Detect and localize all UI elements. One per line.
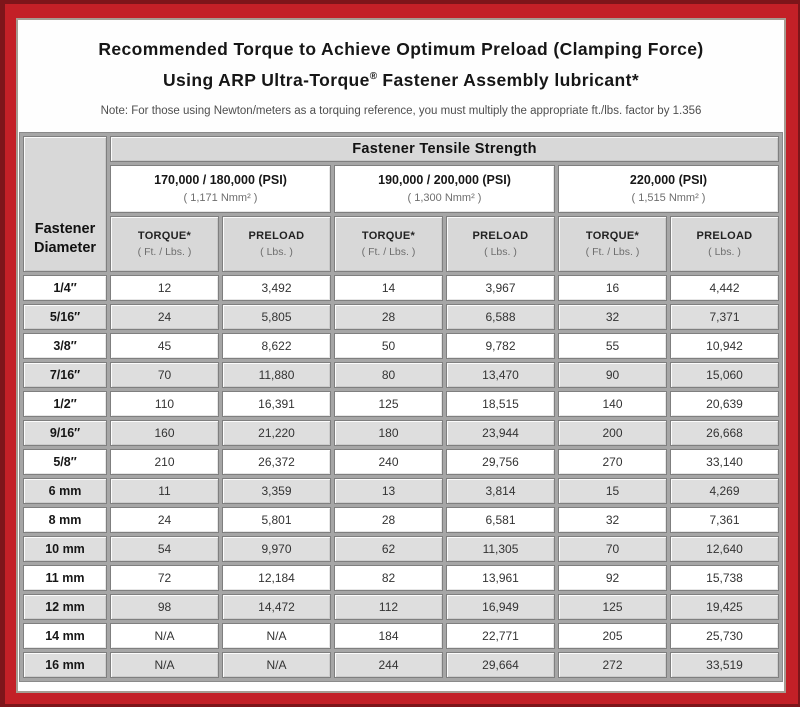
- torque-value-cell: 184: [334, 623, 443, 649]
- fastener-diameter-cell: 11 mm: [23, 565, 107, 591]
- torque-units: ( Ft. / Lbs. ): [585, 245, 640, 258]
- torque-value-cell: 72: [110, 565, 219, 591]
- preload-label: PRELOAD: [696, 229, 753, 242]
- fastener-diameter-header-line2: Diameter: [33, 239, 97, 256]
- title-line-2: Using ARP Ultra-Torque® Fastener Assembly lubricant*: [162, 69, 640, 90]
- torque-value-cell: 24: [110, 507, 219, 533]
- preload-label: PRELOAD: [472, 229, 529, 242]
- preload-value-cell: 26,372: [222, 449, 331, 475]
- fastener-diameter-cell: 6 mm: [23, 478, 107, 504]
- preload-value-cell: 12,184: [222, 565, 331, 591]
- preload-value-cell: 21,220: [222, 420, 331, 446]
- preload-value-cell: 29,664: [446, 652, 555, 678]
- torque-value-cell: 92: [558, 565, 667, 591]
- torque-value-cell: 270: [558, 449, 667, 475]
- preload-value-cell: 7,371: [670, 304, 779, 330]
- preload-value-cell: N/A: [222, 652, 331, 678]
- preload-value-cell: 9,782: [446, 333, 555, 359]
- torque-value-cell: 200: [558, 420, 667, 446]
- fastener-diameter-cell: 3/8″: [23, 333, 107, 359]
- torque-column-header: [110, 216, 219, 272]
- psi-rating: 220,000 (PSI): [629, 173, 708, 188]
- psi-rating: 170,000 / 180,000 (PSI): [154, 173, 287, 188]
- psi-group-header-1: [110, 165, 331, 213]
- torque-value-cell: 11: [110, 478, 219, 504]
- torque-table: [19, 132, 783, 682]
- torque-value-cell: 16: [558, 275, 667, 301]
- torque-value-cell: 98: [110, 594, 219, 620]
- torque-label: TORQUE*: [137, 229, 192, 242]
- preload-value-cell: 4,269: [670, 478, 779, 504]
- preload-value-cell: 14,472: [222, 594, 331, 620]
- torque-value-cell: 54: [110, 536, 219, 562]
- torque-value-cell: 12: [110, 275, 219, 301]
- torque-value-cell: 15: [558, 478, 667, 504]
- registered-trademark-symbol: ®: [369, 71, 378, 82]
- torque-value-cell: 24: [110, 304, 219, 330]
- preload-value-cell: 33,519: [670, 652, 779, 678]
- preload-value-cell: 33,140: [670, 449, 779, 475]
- torque-value-cell: 13: [334, 478, 443, 504]
- red-border-frame: [5, 4, 798, 704]
- preload-value-cell: 25,730: [670, 623, 779, 649]
- note-text: Note: For those using Newton/meters as a torquing reference, you must multiply the appropriate ft./lbs. factor by 1.356: [100, 104, 702, 117]
- preload-value-cell: 15,060: [670, 362, 779, 388]
- fastener-diameter-cell: 10 mm: [23, 536, 107, 562]
- torque-value-cell: 55: [558, 333, 667, 359]
- fastener-diameter-cell: 16 mm: [23, 652, 107, 678]
- preload-value-cell: 3,814: [446, 478, 555, 504]
- preload-value-cell: 10,942: [670, 333, 779, 359]
- preload-value-cell: 3,492: [222, 275, 331, 301]
- torque-label: TORQUE*: [585, 229, 640, 242]
- preload-value-cell: 13,470: [446, 362, 555, 388]
- torque-value-cell: 110: [110, 391, 219, 417]
- torque-value-cell: 160: [110, 420, 219, 446]
- preload-value-cell: 16,391: [222, 391, 331, 417]
- torque-value-cell: 70: [558, 536, 667, 562]
- torque-value-cell: 45: [110, 333, 219, 359]
- preload-value-cell: 18,515: [446, 391, 555, 417]
- preload-value-cell: 12,640: [670, 536, 779, 562]
- torque-units: ( Ft. / Lbs. ): [137, 245, 192, 258]
- preload-units: ( Lbs. ): [260, 245, 293, 258]
- psi-rating: 190,000 / 200,000 (PSI): [378, 173, 511, 188]
- preload-value-cell: 20,639: [670, 391, 779, 417]
- preload-column-header: [670, 216, 779, 272]
- torque-value-cell: 32: [558, 507, 667, 533]
- preload-value-cell: 5,805: [222, 304, 331, 330]
- torque-value-cell: N/A: [110, 652, 219, 678]
- psi-group-header-3: [558, 165, 779, 213]
- torque-value-cell: 82: [334, 565, 443, 591]
- psi-group-header-2: [334, 165, 555, 213]
- preload-value-cell: 8,622: [222, 333, 331, 359]
- preload-value-cell: 3,359: [222, 478, 331, 504]
- torque-value-cell: 272: [558, 652, 667, 678]
- fastener-diameter-cell: 1/2″: [23, 391, 107, 417]
- preload-value-cell: 26,668: [670, 420, 779, 446]
- torque-value-cell: 14: [334, 275, 443, 301]
- torque-value-cell: 62: [334, 536, 443, 562]
- preload-value-cell: 3,967: [446, 275, 555, 301]
- nmm-rating: ( 1,515 Nmm² ): [631, 192, 706, 205]
- nmm-rating: ( 1,171 Nmm² ): [183, 192, 258, 205]
- preload-value-cell: 9,970: [222, 536, 331, 562]
- torque-value-cell: 90: [558, 362, 667, 388]
- torque-value-cell: 70: [110, 362, 219, 388]
- torque-value-cell: 28: [334, 507, 443, 533]
- preload-value-cell: 11,880: [222, 362, 331, 388]
- torque-label: TORQUE*: [361, 229, 416, 242]
- torque-column-header: [558, 216, 667, 272]
- preload-label: PRELOAD: [248, 229, 305, 242]
- torque-value-cell: 125: [334, 391, 443, 417]
- preload-value-cell: 13,961: [446, 565, 555, 591]
- torque-value-cell: 205: [558, 623, 667, 649]
- preload-value-cell: 6,581: [446, 507, 555, 533]
- preload-column-header: [446, 216, 555, 272]
- fastener-diameter-cell: 8 mm: [23, 507, 107, 533]
- torque-units: ( Ft. / Lbs. ): [361, 245, 416, 258]
- preload-value-cell: 7,361: [670, 507, 779, 533]
- fastener-diameter-header-line1: Fastener: [34, 220, 96, 237]
- preload-value-cell: 4,442: [670, 275, 779, 301]
- fastener-diameter-cell: 12 mm: [23, 594, 107, 620]
- nmm-rating: ( 1,300 Nmm² ): [407, 192, 482, 205]
- preload-value-cell: 29,756: [446, 449, 555, 475]
- fastener-diameter-cell: 9/16″: [23, 420, 107, 446]
- fastener-diameter-header: [23, 136, 107, 272]
- torque-value-cell: 140: [558, 391, 667, 417]
- preload-value-cell: 19,425: [670, 594, 779, 620]
- preload-value-cell: 23,944: [446, 420, 555, 446]
- tensile-strength-header: Fastener Tensile Strength: [110, 136, 779, 162]
- fastener-diameter-cell: 14 mm: [23, 623, 107, 649]
- content-panel: [16, 18, 786, 693]
- preload-value-cell: 6,588: [446, 304, 555, 330]
- torque-value-cell: 125: [558, 594, 667, 620]
- preload-value-cell: 5,801: [222, 507, 331, 533]
- preload-units: ( Lbs. ): [484, 245, 517, 258]
- fastener-diameter-cell: 1/4″: [23, 275, 107, 301]
- torque-value-cell: 112: [334, 594, 443, 620]
- torque-value-cell: 50: [334, 333, 443, 359]
- title-line-1: Recommended Torque to Achieve Optimum Preload (Clamping Force): [98, 39, 704, 59]
- preload-units: ( Lbs. ): [708, 245, 741, 258]
- preload-column-header: [222, 216, 331, 272]
- preload-value-cell: 22,771: [446, 623, 555, 649]
- page-title: [27, 36, 775, 94]
- torque-column-header: [334, 216, 443, 272]
- torque-value-cell: 240: [334, 449, 443, 475]
- fastener-diameter-cell: 7/16″: [23, 362, 107, 388]
- torque-value-cell: 180: [334, 420, 443, 446]
- torque-value-cell: N/A: [110, 623, 219, 649]
- torque-value-cell: 32: [558, 304, 667, 330]
- fastener-diameter-cell: 5/8″: [23, 449, 107, 475]
- torque-value-cell: 244: [334, 652, 443, 678]
- preload-value-cell: 11,305: [446, 536, 555, 562]
- torque-value-cell: 28: [334, 304, 443, 330]
- preload-value-cell: 15,738: [670, 565, 779, 591]
- torque-value-cell: 80: [334, 362, 443, 388]
- fastener-diameter-cell: 5/16″: [23, 304, 107, 330]
- torque-value-cell: 210: [110, 449, 219, 475]
- preload-value-cell: N/A: [222, 623, 331, 649]
- preload-value-cell: 16,949: [446, 594, 555, 620]
